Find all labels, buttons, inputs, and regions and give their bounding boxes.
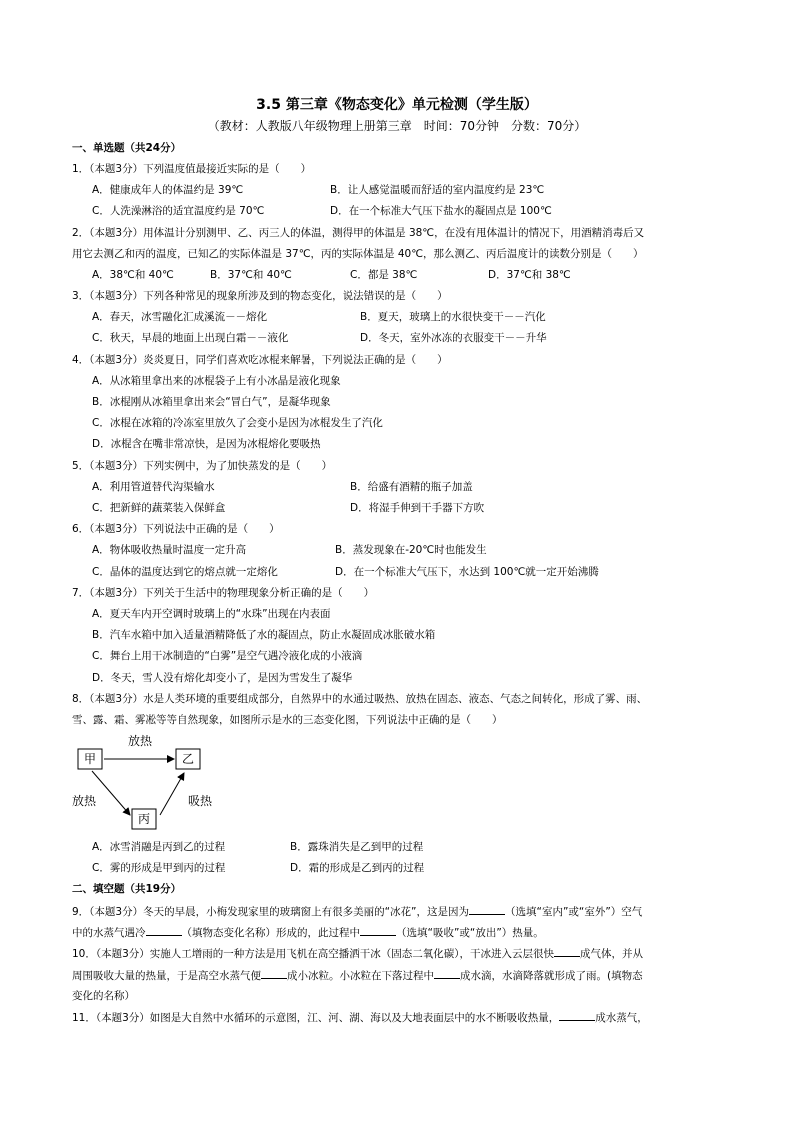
fill-text: 中的水蒸气遇冷	[72, 927, 146, 939]
option-d: D．冬天，雪人没有熔化却变小了，是因为雪发生了凝华	[92, 672, 353, 684]
option-d: D．在一个标准大气压下，水达到 100℃就一定开始沸腾	[335, 566, 599, 578]
section-title: 一、单选题（共24分）	[72, 142, 182, 154]
option-c: C．冰棍在冰箱的冷冻室里放久了会变小是因为冰棍发生了汽化	[92, 417, 383, 429]
question-stem-cont: 用它去测乙和丙的温度，已知乙的实际体温是 37℃，丙的实际体温是 40℃，那么测乙、丙后温度计的读数分别是（ ）	[72, 248, 644, 260]
option-b: B．37℃和 40℃	[210, 269, 292, 281]
fill-line: 变化的名称）	[72, 990, 135, 1002]
option-c: C．都是 38℃	[350, 269, 418, 281]
question-stem: 5．（本题3分）下列实例中，为了加快蒸发的是（ ）	[72, 460, 333, 472]
answer-blank[interactable]	[469, 904, 505, 915]
edge-label-left: 放热	[72, 794, 97, 808]
answer-blank[interactable]	[559, 1010, 595, 1021]
option-b: B．给盛有酒精的瓶子加盖	[350, 481, 473, 493]
node-label: 甲	[83, 752, 97, 766]
fill-text: 9．（本题3分）冬天的早晨，小梅发现家里的玻璃窗上有很多美丽的“冰花”，这是因为	[72, 906, 469, 918]
option-d: D．冬天，室外冰冻的衣服变干－－升华	[360, 332, 547, 344]
option-c: C．人洗澡淋浴的适宜温度约是 70℃	[92, 205, 265, 217]
edge-label-right: 吸热	[188, 794, 213, 808]
fill-text: 成小冰粒。小冰粒在下落过程中	[287, 970, 434, 982]
option-c: C．把新鲜的蔬菜装入保鲜盒	[92, 502, 226, 514]
option-d: D．37℃和 38℃	[488, 269, 571, 281]
option-d: D．将湿手伸到干手器下方吹	[350, 502, 485, 514]
page-subtitle: （教材：人教版八年级物理上册第三章 时间：70分钟 分数：70分）	[207, 119, 587, 133]
section-title: 二、填空题（共19分）	[72, 883, 182, 895]
question-stem: 8．（本题3分）水是人类环境的重要组成部分，自然界中的水通过吸热、放热在固态、液态、气态之间转化，形成了雾、雨、	[72, 693, 648, 705]
option-d: D．冰棍含在嘴非常凉快，是因为冰棍熔化要吸热	[92, 438, 321, 450]
option-a: A．利用管道替代沟渠输水	[92, 481, 215, 493]
fill-text: 成气体，并从	[580, 948, 644, 960]
page-title: 3.5 第三章《物态变化》单元检测（学生版）	[256, 97, 538, 113]
fill-text: （选填“室内”或“室外”）空气	[505, 906, 643, 918]
question-stem-cont: 雪、露、霜、雾凇等等自然现象，如图所示是水的三态变化图，下列说法中正确的是（ ）	[72, 714, 503, 726]
fill-line	[72, 904, 642, 919]
option-a: A．从冰箱里拿出来的冰棍袋子上有小冰晶是液化现象	[92, 375, 341, 387]
option-a: A．健康成年人的体温约是 39℃	[92, 184, 244, 196]
fill-text: （选填“吸收”或“放出”）热量。	[396, 927, 544, 939]
question-stem: 6．（本题3分）下列说法中正确的是（ ）	[72, 523, 280, 535]
option-a: A．春天，冰雪融化汇成溪流－－熔化	[92, 311, 268, 323]
answer-blank[interactable]	[261, 968, 287, 979]
option-a: A．38℃和 40℃	[92, 269, 174, 281]
question-stem: 3．（本题3分）下列各种常见的现象所涉及到的物态变化，说法错误的是（ ）	[72, 290, 448, 302]
answer-blank[interactable]	[434, 968, 460, 979]
question-stem: 2．（本题3分）用体温计分别测甲、乙、丙三人的体温，测得甲的体温是 38℃，在没有甩体温计的情况下，用酒精消毒后又	[72, 227, 645, 239]
option-c: C．雾的形成是甲到丙的过程	[92, 862, 226, 874]
answer-blank[interactable]	[146, 925, 182, 936]
arrow-right	[160, 773, 184, 815]
fill-text: （填物态变化名称）形成的，此过程中	[181, 927, 360, 939]
option-b: B．让人感觉温暖而舒适的室内温度约是 23℃	[330, 184, 545, 196]
fill-line	[72, 925, 544, 940]
fill-line	[72, 946, 643, 961]
option-b: B．冰棍刚从冰箱里拿出来会“冒白气”，是凝华现象	[92, 396, 331, 408]
fill-text: 10．（本题3分）实施人工增雨的一种方法是用飞机在高空播洒干冰（固态二氧化碳），干冰进入云层很快	[72, 948, 555, 960]
option-a: A．物体吸收热量时温度一定升高	[92, 544, 247, 556]
arrow-left	[92, 771, 130, 815]
option-d: D．在一个标准大气压下盐水的凝固点是 100℃	[330, 205, 552, 217]
fill-text: 周围吸收大量的热量，于是高空水蒸气便	[72, 970, 261, 982]
option-b: B．夏天，玻璃上的水很快变干－－汽化	[360, 311, 546, 323]
option-b: B．蒸发现象在-20℃时也能发生	[335, 544, 487, 556]
option-a: A．冰雪消融是丙到乙的过程	[92, 841, 226, 853]
option-b: B．露珠消失是乙到甲的过程	[290, 841, 424, 853]
option-c: C．秋天，早晨的地面上出现白霜－－液化	[92, 332, 289, 344]
option-b: B．汽车水箱中加入适量酒精降低了水的凝固点，防止水凝固成冰胀破水箱	[92, 629, 436, 641]
option-c: C．晶体的温度达到它的熔点就一定熔化	[92, 566, 278, 578]
answer-blank[interactable]	[360, 925, 396, 936]
water-state-diagram	[68, 731, 228, 833]
answer-blank[interactable]	[554, 946, 580, 957]
fill-line	[72, 1010, 648, 1025]
option-d: D．霜的形成是乙到丙的过程	[290, 862, 425, 874]
option-c: C．舞台上用干冰制造的“白雾”是空气遇冷液化成的小液滴	[92, 650, 363, 662]
question-stem: 4．（本题3分）炎炎夏日，同学们喜欢吃冰棍来解暑，下列说法正确的是（ ）	[72, 354, 448, 366]
option-a: A．夏天车内开空调时玻璃上的“水珠”出现在内表面	[92, 608, 331, 620]
fill-text: 11．（本题3分）如图是大自然中水循环的示意图，江、河、湖、海以及大地表面层中的水不断吸收热量，	[72, 1012, 560, 1024]
question-stem: 1．（本题3分）下列温度值最接近实际的是（ ）	[72, 163, 312, 175]
fill-line	[72, 968, 643, 983]
fill-text: 成水蒸气，	[595, 1012, 648, 1024]
edge-label-top: 放热	[127, 734, 153, 748]
question-stem: 7．（本题3分）下列关于生活中的物理现象分析正确的是（ ）	[72, 587, 375, 599]
node-label: 乙	[181, 752, 195, 766]
fill-text: 成水滴，水滴降落就形成了雨。(填物态	[460, 970, 643, 982]
node-label: 丙	[137, 812, 151, 826]
